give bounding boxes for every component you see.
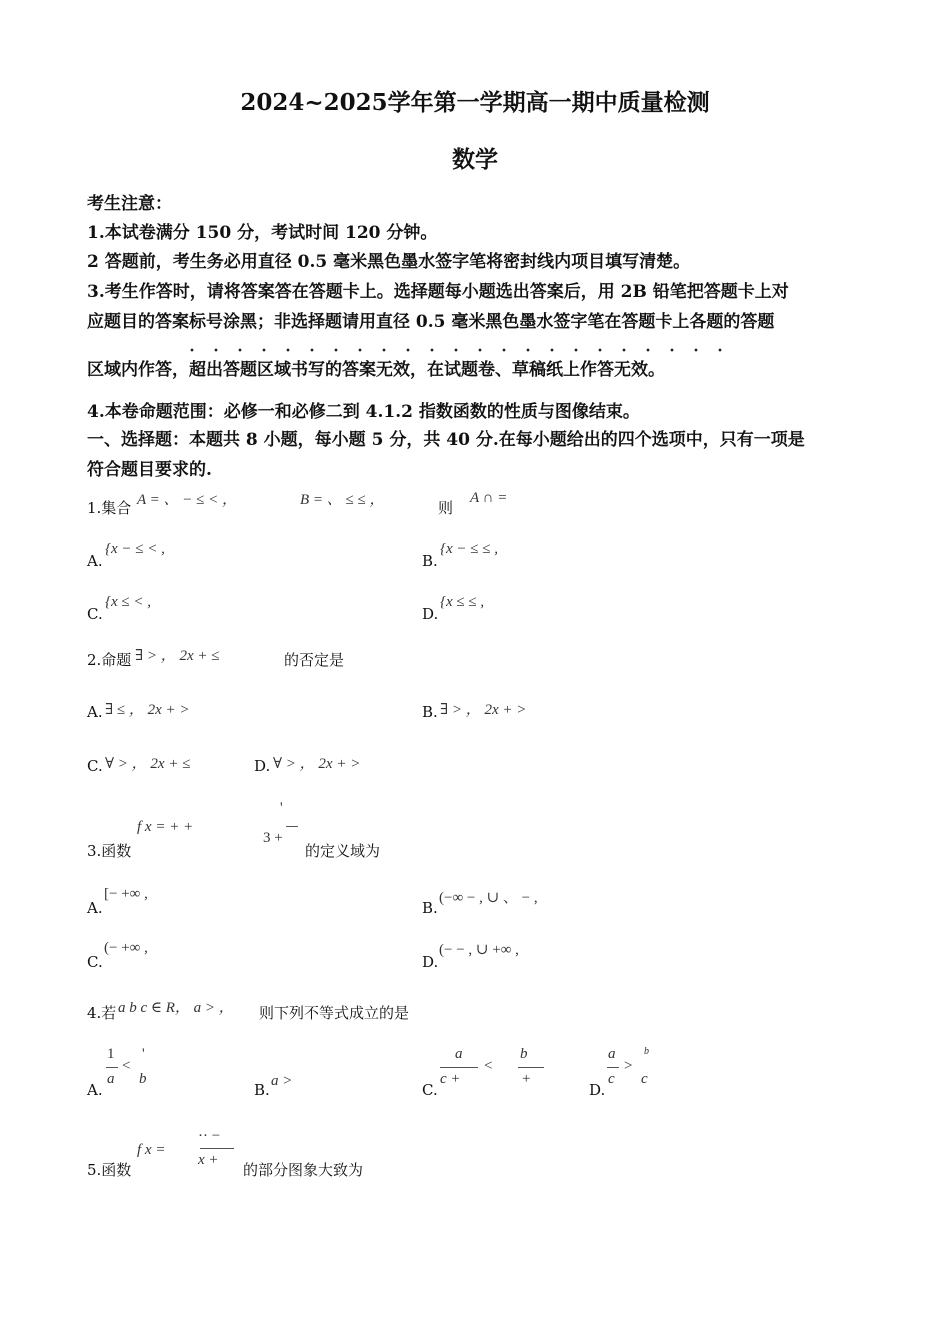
section-instruction: 符合题目要求的. <box>87 460 212 480</box>
fraction-bar <box>440 1067 478 1068</box>
question-5-tail: 的部分图象大致为 <box>243 1161 364 1179</box>
comparison-operator: < <box>484 1058 493 1074</box>
fraction-bar <box>607 1067 619 1068</box>
option-expression: {x ≤ < , <box>105 594 152 610</box>
notice-item: 4.本卷命题范围：必修一和必修二到 4.1.2 指数函数的性质与图像结束。 <box>87 402 640 422</box>
question-1-tail: 则 <box>438 499 454 517</box>
fraction-bar <box>106 1067 118 1068</box>
question-3-fraction <box>258 800 298 850</box>
option-expression: ∃ ≤ ， 2x + > <box>105 702 190 718</box>
question-4-tail: 则下列不等式成立的是 <box>259 1004 410 1022</box>
fraction-bar <box>518 1067 544 1068</box>
option-expression: (− +∞ , <box>104 940 148 956</box>
question-5-fraction <box>196 1128 241 1178</box>
option-expression: [− +∞ , <box>104 886 148 902</box>
question-5-lead: 5.函数 <box>87 1161 132 1179</box>
fraction-bar <box>286 826 298 827</box>
emphasis-dots <box>180 347 740 353</box>
option-label: D. <box>589 1081 606 1099</box>
fraction-denominator: 3 + <box>263 830 283 846</box>
question-3-tail: 的定义域为 <box>305 842 381 860</box>
notice-item: 2 答题前，考生务必用直径 0.5 毫米黑色墨水签字笔将密封线内项目填写清楚。 <box>87 252 691 272</box>
fraction-numerator: a <box>455 1046 463 1062</box>
question-2-expression: ∃ > ， 2x + ≤ <box>135 648 220 664</box>
option-label: A. <box>87 899 103 917</box>
comparison-operator: < <box>122 1058 131 1074</box>
option-label: B. <box>254 1081 270 1099</box>
option-expression: {x − ≤ ≤ , <box>440 541 498 557</box>
option-expression: ∀ > ， 2x + ≤ <box>105 756 191 772</box>
exam-title: 2024~2025学年第一学期高一期中质量检测 <box>240 89 710 116</box>
question-4-lead: 4.若 <box>87 1004 117 1022</box>
notice-item: 区域内作答，超出答题区域书写的答案无效，在试题卷、草稿纸上作答无效。 <box>87 360 665 380</box>
question-1-set-b: B = 、 ≤ ≤ ， <box>300 492 385 508</box>
fraction-denominator: + <box>522 1071 531 1087</box>
option-c-fractions <box>438 1046 548 1096</box>
fraction-denominator: b <box>139 1071 147 1087</box>
option-d-fractions <box>606 1046 656 1096</box>
option-label: B. <box>422 899 438 917</box>
fraction-numerator: ' <box>142 1046 145 1062</box>
notice-item: 3.考生作答时，请将答案答在答题卡上。选择题每小题选出答案后，用 2B 铅笔把答题卡上对 <box>87 282 789 302</box>
option-expression: a > <box>271 1073 293 1089</box>
question-2-tail: 的否定是 <box>284 651 345 669</box>
option-expression: ∀ > ， 2x + > <box>273 756 361 772</box>
fraction-numerator: ·· − <box>198 1128 221 1144</box>
option-label: D. <box>254 757 271 775</box>
comparison-operator: > <box>624 1058 633 1074</box>
notice-item: 应题目的答案标号涂黑；非选择题请用直径 0.5 毫米黑色墨水签字笔在答题卡上各题的答题 <box>87 312 775 332</box>
section-instruction: 一、选择题：本题共 8 小题，每小题 5 分，共 40 分.在每小题给出的四个选项中，只有一项是 <box>87 430 805 450</box>
question-3-expression: f x = + + <box>137 819 194 835</box>
option-label: A. <box>87 703 103 721</box>
fraction-numerator: b <box>644 1046 649 1057</box>
option-label: C. <box>87 605 103 623</box>
option-expression: (− − , ∪ +∞ , <box>439 942 519 958</box>
fraction-numerator: b <box>520 1046 528 1062</box>
question-1-lead: 1.集合 <box>87 499 132 517</box>
option-expression: (−∞ − , ∪ 、 − , <box>439 890 538 906</box>
question-5-expression: f x = <box>137 1142 166 1158</box>
question-2-lead: 2.命题 <box>87 651 132 669</box>
option-label: C. <box>87 757 103 775</box>
subject-title: 数学 <box>452 146 498 173</box>
fraction-numerator: a <box>608 1046 616 1062</box>
option-label: C. <box>87 953 103 971</box>
question-3-lead: 3.函数 <box>87 842 132 860</box>
question-1-set-a: A = 、 − ≤ < ， <box>137 492 237 508</box>
fraction-denominator: c <box>608 1071 615 1087</box>
option-label: D. <box>422 953 439 971</box>
option-label: D. <box>422 605 439 623</box>
fraction-denominator: c <box>641 1071 648 1087</box>
option-expression: {x ≤ ≤ , <box>440 594 485 610</box>
option-label: A. <box>87 1081 103 1099</box>
fraction-denominator: c + <box>440 1071 461 1087</box>
option-expression: {x − ≤ < , <box>105 541 165 557</box>
option-a-fractions <box>104 1046 154 1096</box>
notice-heading: 考生注意： <box>87 194 172 214</box>
question-4-expression: a b c ∈ R， a > ， <box>118 1000 234 1016</box>
option-label: C. <box>422 1081 438 1099</box>
option-label: A. <box>87 552 103 570</box>
question-1-ask: A ∩ = <box>470 490 508 506</box>
notice-item: 1.本试卷满分 150 分，考试时间 120 分钟。 <box>87 223 438 243</box>
fraction-bar <box>200 1148 234 1149</box>
fraction-denominator: x + <box>198 1152 219 1168</box>
fraction-numerator: 1 <box>107 1046 115 1062</box>
fraction-numerator: ' <box>280 800 283 816</box>
option-expression: ∃ > ， 2x + > <box>440 702 527 718</box>
option-label: B. <box>422 703 438 721</box>
fraction-denominator: a <box>107 1071 115 1087</box>
option-label: B. <box>422 552 438 570</box>
